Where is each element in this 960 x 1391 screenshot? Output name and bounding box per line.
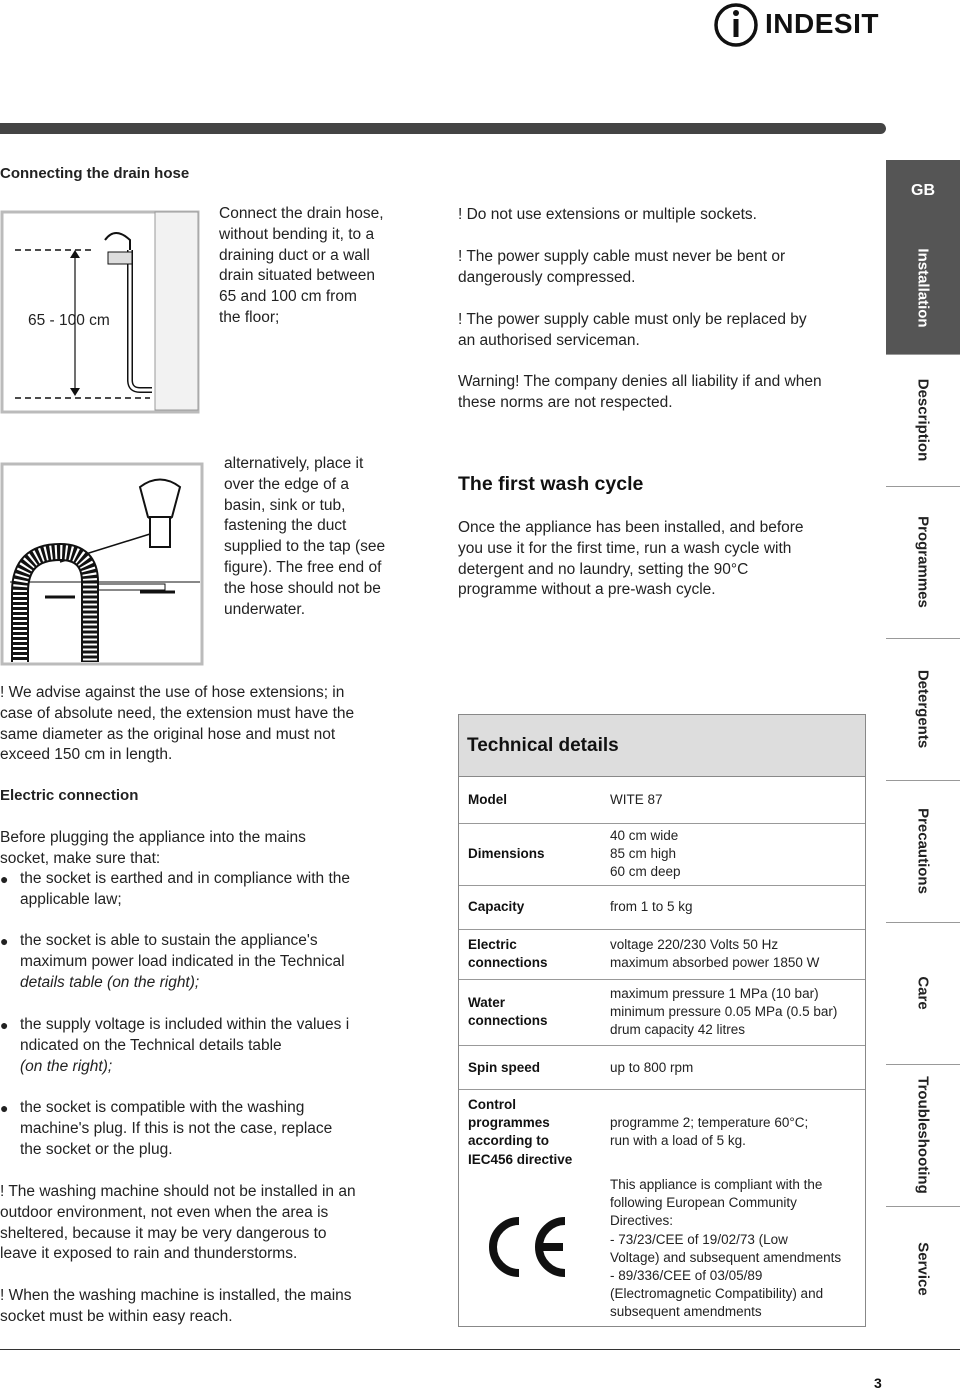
text-line: supplied to the tap (see [224,538,386,556]
text-line: same diameter as the original hose and must not [0,725,336,743]
text-line: underwater. [224,600,305,618]
page-number: 3 [874,1375,882,1391]
language-badge: GB [886,160,960,222]
text-line: basin, sink or tub, [224,496,346,514]
row-value-model: WITE 87 [610,792,663,807]
text-line: Before plugging the appliance into the mains [0,829,306,846]
tab-label: Troubleshooting [914,1076,932,1194]
text-line: ndicated on the Technical details table [20,1036,282,1054]
electric-intro [0,828,306,870]
text-line: programmes [468,1115,550,1131]
row-divider [459,929,865,930]
tab-detergents[interactable] [886,638,960,781]
bullet-item [0,1015,440,1085]
text-line: 85 cm high [610,846,677,862]
text-line: ! The washing machine should not be installed in an [0,1183,356,1200]
text-line: drain situated between [219,267,375,285]
indesit-logo-icon [713,2,759,48]
tab-precautions[interactable] [886,780,960,923]
text-line: socket, make sure that: [0,849,161,867]
text-line: exceed 150 cm in length. [0,746,173,764]
row-label-model: Model [468,792,507,807]
text-line: Once the appliance has been installed, and before [458,519,804,536]
electric-heading: Electric connection [0,787,139,804]
text-line: maximum power load indicated in the Technical [20,952,345,970]
header-bar [0,123,886,134]
socket-warning-1: ! Do not use extensions or multiple sockets. [458,206,757,223]
brand-name: INDESIT [765,8,879,39]
ce-mark-icon [481,1215,571,1279]
text-line: maximum pressure 1 MPa (10 bar) [610,986,819,1001]
text-line: applicable law; [20,890,122,908]
indesit-logo [713,2,893,48]
text-line: 60 cm deep [610,864,681,880]
text-line: figure). The free end of [224,558,382,576]
row-divider [459,823,865,824]
text-line: - 89/336/CEE of 03/05/89 [610,1268,763,1284]
bullet-icon: ● [0,1017,9,1033]
text-line: details table (on the right); [20,973,200,991]
text-line: minimum pressure 0.05 MPa (0.5 bar) [610,1004,838,1020]
tab-programmes[interactable] [886,486,960,639]
text-line: according to [468,1133,550,1149]
technical-details-table [458,714,866,1327]
row-value-spin: up to 800 rpm [610,1060,694,1075]
liability-disclaimer [458,372,822,414]
first-wash-text [458,518,804,601]
drain-alternative [224,454,385,620]
text-line: the hose should not be [224,579,381,597]
text-line: Control [468,1097,516,1112]
text-line: Connect the drain hose, [219,205,384,222]
text-line: leave it exposed to rain and thunderstorms. [0,1245,298,1263]
text-line: without bending it, to a [219,225,375,243]
text-line: - 73/23/CEE of 19/02/73 (Low [610,1231,788,1247]
text-line: subsequent amendments [610,1304,762,1320]
text-line: machine's plug. If this is not the case, replace [20,1119,333,1137]
text-line: ! The power supply cable must only be replaced by [458,311,807,328]
tab-label: Care [914,976,932,1010]
text-line: sheltered, because it may be very dangerous to [0,1224,327,1242]
cable-warning-2 [458,247,785,289]
bullet-item [0,931,440,1001]
tap-hose-figure [0,462,205,667]
text-line: Warning! The company denies all liability if and when [458,373,822,390]
text-line: these norms are not respected. [458,393,673,411]
extension-warning [0,683,354,766]
height-label: 65 - 100 cm [28,312,110,329]
text-line: ! We advise against the use of hose extensions; in [0,684,345,701]
first-wash-heading: The first wash cycle [458,473,644,495]
row-divider [459,1045,865,1046]
text-line: the socket or the plug. [20,1140,173,1158]
text-line: an authorised serviceman. [458,331,640,349]
text-line: 65 and 100 cm from [219,288,357,306]
text-line: alternatively, place it [224,455,364,472]
tab-installation[interactable] [886,222,960,355]
outdoor-warning [0,1182,356,1265]
text-line: ! The power supply cable must never be bent or [458,248,786,265]
row-divider [459,885,865,886]
text-line: Voltage) and subsequent amendments [610,1249,842,1265]
row-label-electric [468,936,548,972]
tab-label: Precautions [914,808,932,894]
row-value-capacity: from 1 to 5 kg [610,899,693,914]
text-line: run with a load of 5 kg. [610,1133,746,1149]
text-line: the socket is able to sustain the appliance's [20,932,318,949]
text-line: detergent and no laundry, setting the 90°C [458,560,749,578]
text-line: socket must be within easy reach. [0,1307,233,1325]
text-line: the supply voltage is included within the values i [20,1016,350,1033]
tab-label: Installation [914,248,932,328]
text-line: maximum absorbed power 1850 W [610,955,820,971]
text-line: (on the right); [20,1057,113,1075]
row-value-compliance [610,1176,841,1322]
tab-troubleshooting[interactable] [886,1064,960,1207]
bullet-icon: ● [0,871,9,887]
row-label-capacity: Capacity [468,899,525,914]
row-value-control [610,1114,808,1150]
text-line: drum capacity 42 litres [610,1022,746,1038]
text-line: fastening the duct [224,517,347,535]
tab-label: Service [914,1242,932,1296]
footer-rule [0,1349,960,1350]
text-line: the floor; [219,308,280,326]
socket-warning [0,1286,352,1328]
text-line: ! When the washing machine is installed, the mains [0,1287,352,1304]
bullet-item [0,1098,440,1168]
cable-warning-3 [458,310,807,352]
drain-heading: Connecting the drain hose [0,165,190,182]
row-label-spin: Spin speed [468,1060,541,1075]
technical-details-title: Technical details [467,735,619,756]
tab-description[interactable] [886,354,960,487]
row-value-water [610,985,837,1040]
text-line: Directives: [610,1213,674,1229]
text-line: the socket is earthed and in compliance with the [20,870,350,887]
row-divider [459,1089,865,1090]
text-line: following European Community [610,1195,797,1211]
tab-label: Detergents [914,669,932,749]
text-line: outdoor environment, not even when the area is [0,1203,329,1221]
text-line: you use it for the first time, run a wash cycle with [458,539,792,557]
text-line: 40 cm wide [610,828,679,843]
tab-label: Description [914,378,932,462]
text-line: connections [468,955,548,971]
text-line: IEC456 directive [468,1151,573,1167]
row-label-dimensions: Dimensions [468,846,545,861]
text-line: dangerously compressed. [458,268,636,286]
row-divider [459,979,865,980]
bullet-icon: ● [0,933,9,949]
row-value-electric [610,936,819,972]
tab-label: Programmes [914,516,932,608]
text-line: programme without a pre-wash cycle. [458,581,716,599]
bullet-item [0,869,440,919]
bullet-icon: ● [0,1100,9,1116]
section-sidebar [886,160,960,1332]
text-line: This appliance is compliant with the [610,1177,823,1192]
row-label-water [468,994,548,1030]
text-line: programme 2; temperature 60°C; [610,1115,809,1130]
tab-care[interactable] [886,922,960,1065]
text-line: over the edge of a [224,475,349,493]
tab-service[interactable] [886,1206,960,1332]
text-line: draining duct or a wall [219,246,370,264]
text-line: voltage 220/230 Volts 50 Hz [610,937,779,952]
text-line: the socket is compatible with the washing [20,1099,305,1116]
text-line: case of absolute need, the extension must have the [0,704,355,722]
drain-instructions [219,204,384,329]
row-value-dimensions [610,827,681,882]
text-line: Water [468,995,506,1010]
technical-details-header [459,715,865,777]
text-line: connections [468,1013,548,1029]
row-label-control [468,1096,572,1169]
text-line: (Electromagnetic Compatibility) and [610,1286,824,1302]
text-line: Electric [468,937,517,952]
